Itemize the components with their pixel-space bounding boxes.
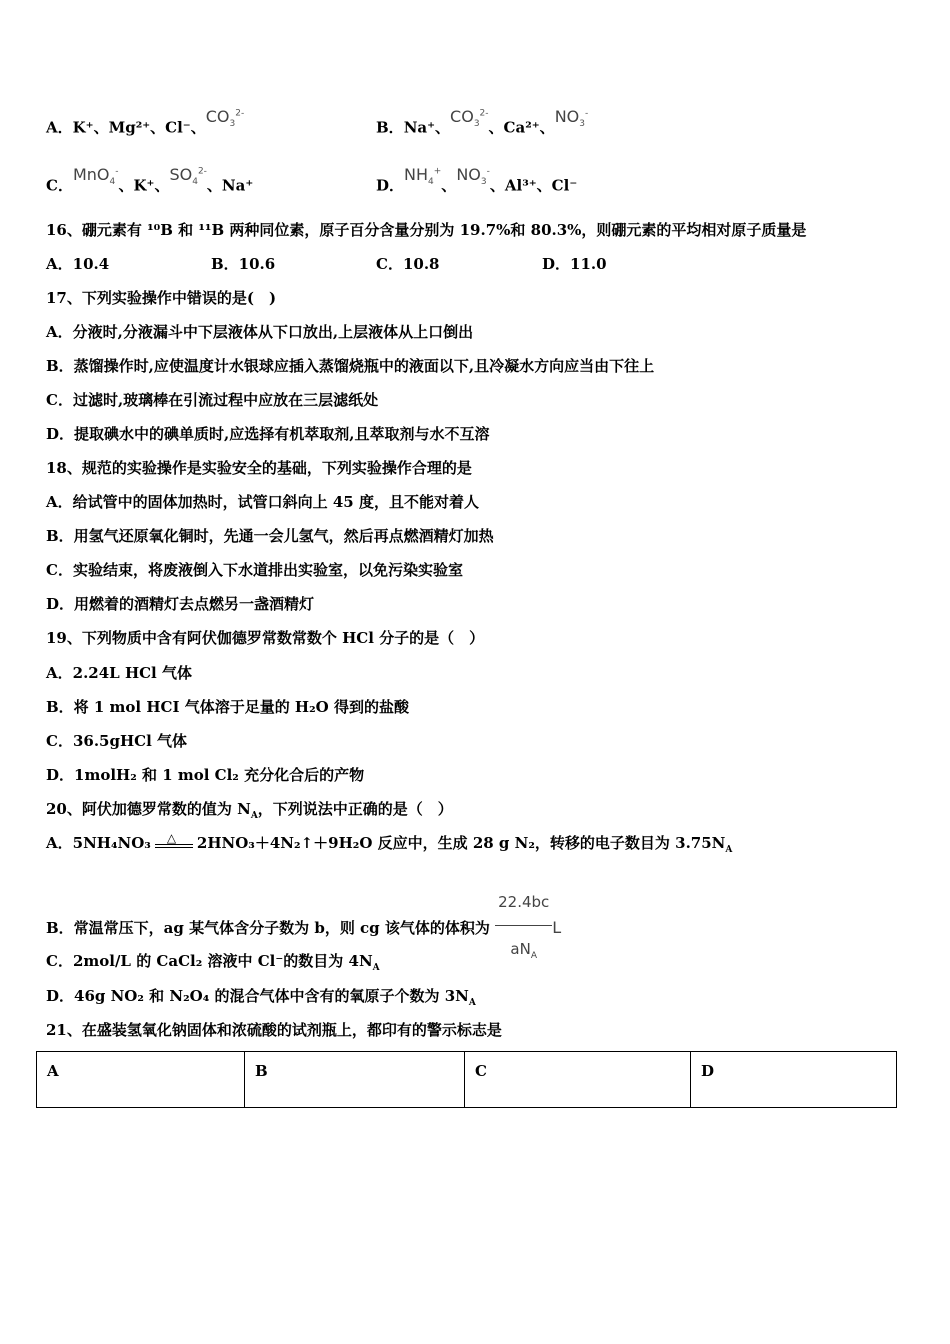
volume-fraction: $\frac{22.4bc}{aN_A}$	[495, 879, 552, 979]
q17-option-a: A．分液时,分液漏斗中下层液体从下口放出,上层液体从上口倒出	[46, 323, 474, 341]
q20-stem: 20、阿伏加德罗常数的值为 $N_A$，下列说法中正确的是（ ）	[46, 800, 453, 821]
q15-option-d	[376, 165, 578, 203]
table-cell-c: C	[465, 1052, 691, 1108]
q20-option-c: C．2mol/L 的 CaCl₂ 溶液中 Cl⁻的数目为 $4N_A$	[46, 952, 380, 973]
q15-c-text: 、K⁺、	[118, 176, 170, 195]
q19-stem: 19、下列物质中含有阿伏伽德罗常数常数个 HCl 分子的是（ ）	[46, 629, 485, 647]
q15-d-text: 、Al³⁺、Cl⁻	[489, 176, 578, 195]
q15-option-a	[46, 107, 245, 145]
q19-option-a: A．2.24L HCl 气体	[46, 664, 192, 682]
q15-option-b	[376, 107, 589, 145]
q16-stem: 16、硼元素有 ¹⁰B 和 ¹¹B 两种同位素，原子百分含量分别为 19.7%和 80.3%，则硼元素的平均相对原子质量是	[46, 221, 807, 239]
q16-option-b: B．10.6	[211, 255, 276, 273]
q17-option-d: D．提取碘水中的碘单质时,应选择有机萃取剂,且萃取剂与水不互溶	[46, 425, 490, 443]
q18-option-c: C．实验结束，将废液倒入下水道排出实验室，以免污染实验室	[46, 561, 463, 579]
q15-c-ion: MnO$_4$-	[72, 165, 119, 188]
q15-option-c	[46, 165, 254, 203]
q17-option-b: B．蒸馏操作时,应使温度计水银球应插入蒸馏烧瓶中的液面以下,且冷凝水方向应当由下往上	[46, 357, 655, 375]
q17-stem: 17、下列实验操作中错误的是( )	[46, 289, 277, 307]
q15-b-text: Na⁺、	[403, 118, 451, 137]
q15-d-ion2: $NO_3^-$	[456, 165, 490, 188]
q15-a-ion: $CO_3^{2-}$	[205, 107, 245, 130]
q15-d-label: D．	[376, 176, 405, 195]
q15-a-label: A．	[46, 118, 73, 137]
volume-unit: L	[552, 918, 562, 937]
table-cell-d: D	[691, 1052, 897, 1108]
q15-c-label: C．	[46, 176, 73, 195]
q15-b-label: B．	[376, 118, 404, 137]
q15-b-ion2: $NO_3^-$	[554, 107, 589, 130]
warning-sign-table	[36, 1051, 897, 1108]
q15-b-text2: 、Ca²⁺、	[488, 118, 555, 137]
q15-d-sep: 、	[441, 176, 457, 195]
q16-option-d: D．11.0	[542, 255, 607, 273]
q18-option-b: B．用氢气还原氧化铜时，先通一会儿氢气，然后再点燃酒精灯加热	[46, 527, 494, 545]
q19-option-c: C．36.5gHCl 气体	[46, 732, 187, 750]
q21-stem: 21、在盛装氢氧化钠固体和浓硫酸的试剂瓶上，都印有的警示标志是	[46, 1021, 502, 1039]
q20-option-a: A．5NH₄NO₃ △ 2HNO₃＋4N₂↑＋9H₂O 反应中，生成 28 g N₂，转移的电子数目为 $3.75N_A$	[46, 831, 733, 855]
q18-option-a: A．给试管中的固体加热时，试管口斜向上 45 度，且不能对着人	[46, 493, 479, 511]
q15-b-ion: $CO_3^{2-}$	[450, 107, 489, 130]
q17-option-c: C．过滤时,玻璃棒在引流过程中应放在三层滤纸处	[46, 391, 379, 409]
q15-c-ion2: $SO_4^{2-}$	[169, 165, 207, 188]
q19-option-d: D．1molH₂ 和 1 mol Cl₂ 充分化合后的产物	[46, 766, 365, 784]
q18-stem: 18、规范的实验操作是实验安全的基础，下列实验操作合理的是	[46, 459, 472, 477]
q20-option-d: D．46g NO₂ 和 N₂O₄ 的混合气体中含有的氧原子个数为 $3N_A$	[46, 987, 476, 1008]
table-cell-b: B	[245, 1052, 465, 1108]
q15-a-text: K⁺、Mg²⁺、Cl⁻、	[72, 118, 206, 137]
q15-c-text2: 、Na⁺	[206, 176, 254, 195]
table-cell-a: A	[37, 1052, 245, 1108]
q18-option-d: D．用燃着的酒精灯去点燃另一盏酒精灯	[46, 595, 315, 613]
q20-option-b: B．常温常压下，ag 某气体含分子数为 b，则 cg 该气体的体积为 $\frac{22.4bc}{aN_A}$ L	[46, 879, 561, 925]
q16-option-c: C．10.8	[376, 255, 440, 273]
reaction-arrow-heat: △	[155, 837, 193, 851]
q15-d-ion: $NH_4^+$	[404, 165, 442, 188]
q16-option-a: A．10.4	[46, 255, 110, 273]
q19-option-b: B．将 1 mol HCI 气体溶于足量的 H₂O 得到的盐酸	[46, 698, 409, 716]
